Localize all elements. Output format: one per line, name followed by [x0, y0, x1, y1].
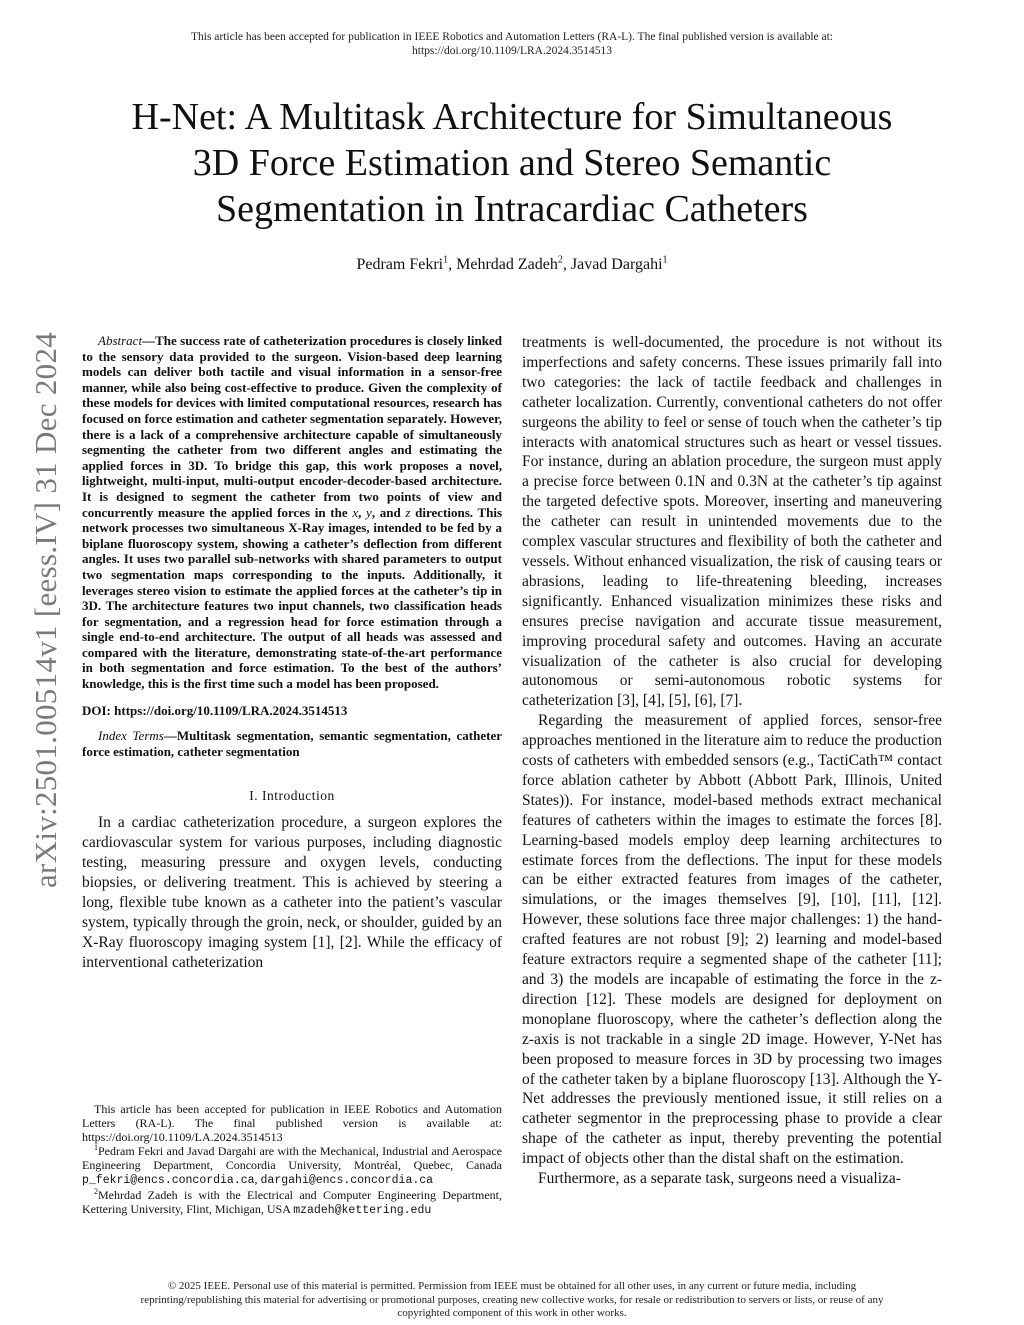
publication-notice — [120, 30, 904, 58]
index-terms-dash: — — [163, 728, 177, 744]
footnote-1-sep: , — [254, 1172, 261, 1186]
index-terms-label: Index Terms — [98, 728, 164, 744]
abstract-sep: , and — [371, 504, 406, 520]
author-name: Mehrdad Zadeh — [456, 256, 558, 273]
footnote-2 — [82, 1188, 502, 1218]
index-terms — [82, 728, 502, 759]
doi-link[interactable]: DOI: https://doi.org/10.1109/LRA.2024.3514513 — [82, 702, 348, 718]
author-separator: , — [562, 256, 571, 273]
footnote-1 — [82, 1144, 502, 1188]
force-measurement-paragraph: Regarding the measurement of applied forces, sensor-free approaches mentioned in the literature aim to reduce the production costs of catheters with embedded sensors (e.g., TactiCath™ contact force ablation catheter by Abbott (Abbott Park, Illinois, United States)). For instance, model-based methods extract mechanical features of catheters within the images to estimate the forces [8]. Learning-based models employ deep learning architectures to estimate forces from the deflections. The input for these models can be either extracted features from images of the catheter, simulations, or the images themselves [9], [10], [11], [12]. However, these solutions face three major challenges: 1) the hand-crafted features are not robust [9]; 2) learning and model-based feature extractors require a segmented shape of the catheter [11]; and 3) the models are incapable of estimating the force in the z-direction [12]. These models are designed for deployment on monoplane fluoroscopy, where the catheter’s deflection along the z-axis is not trackable in a single 2D image. However, Y-Net has been proposed to measure forces in 3D by processing two images of the catheter taken by a biplane fluoroscopy [13]. Although the Y-Net addresses the previously mentioned issue, it still relies on a catheter segmentor in the preprocessing phase to provide a clear shape of the catheter as input, thereby preventing the potential impact of objects other than the distal shaft on the estimation. — [522, 712, 942, 1168]
publication-notice-line1: This article has been accepted for publication in IEEE Robotics and Automation Letters (RA-L). The final published version is available at: — [190, 31, 833, 43]
email-link[interactable]: p_fekri@encs.concordia.ca — [82, 1174, 255, 1187]
copyright-line-2: reprinting/republishing this material for advertising or promotional purposes, creating new collective works, for resale or redistribution to servers or lists, or reuse of any — [140, 1293, 884, 1306]
email-link[interactable]: dargahi@encs.concordia.ca — [260, 1174, 434, 1187]
footnote-1-mark: 1 — [94, 1143, 98, 1152]
section-heading-introduction: I. Introduction — [249, 788, 335, 804]
email-link[interactable]: mzadeh@kettering.edu — [293, 1204, 432, 1217]
math-var-x: x — [352, 504, 359, 520]
footnote-2-mark: 2 — [94, 1187, 98, 1196]
abstract-sep: , — [358, 504, 367, 520]
author-separator: , — [448, 256, 457, 273]
copyright-line-1: © 2025 IEEE. Personal use of this material is permitted. Permission from IEEE must be obtained for all other uses, in any current or future media, including — [167, 1280, 857, 1292]
visualization-paragraph: Furthermore, as a separate task, surgeons need a visualiza- — [538, 1170, 901, 1188]
author-name: Pedram Fekri — [356, 256, 444, 273]
index-terms-text: Multitask segmentation, semantic segmentation, catheter force estimation, catheter segmentation — [82, 728, 502, 759]
footnote-2-text: Mehrdad Zadeh is with the Electrical and Computer Engineering Department, Kettering University, Flint, Michigan, USA — [82, 1188, 502, 1216]
footnotes — [82, 1102, 502, 1218]
footnote-1-text: Pedram Fekri and Javad Dargahi are with the Mechanical, Industrial and Aerospace Engineering Department, Concordia University, Montréal, Quebec, Canada — [82, 1144, 502, 1172]
abstract-text: The success rate of catheterization procedures is closely linked to the sensory data provided to the surgeon. Vision-based deep learning models can deliver both tactile and visual information in a sensor-free manner, while also being cost-effective to produce. Given the complexity of these models for devices with limited computational resources, research has focused on force estimation and catheter segmentation separately. However, there is a lack of a comprehensive architecture capable of simultaneously segmenting the catheter from two different angles and estimating the applied forces in 3D. To bridge this gap, this work proposes a novel, lightweight, multi-input, multi-output encoder-decoder-based architecture. It is designed to segment the catheter from two points of view and concurrently measure the applied forces in the — [82, 333, 502, 520]
author-name: Javad Dargahi — [570, 256, 663, 273]
math-var-y: y — [366, 504, 372, 520]
left-column — [82, 333, 502, 973]
title-line-1: H-Net: A Multitask Architecture for Simultaneous — [131, 96, 893, 138]
abstract-dash: — — [142, 333, 156, 348]
author-list — [120, 255, 904, 275]
abstract-text-cont: directions. This network processes two simultaneous X-Ray images, intended to be fed by a biplane fluoroscopy system, showing a catheter’s deflection from different angles. It uses two parallel sub-networks with shared parameters to output two segmentation maps corresponding to the inputs. Additionally, it leverages stereo vision to estimate the applied forces at the catheter’s tip in 3D. The architecture features two input channels, two classification heads for segmentation, and a regression head for force estimation through a single end-to-end architecture. The output of all heads was assessed and compared with the literature, demonstrating state-of-the-art performance in both segmentation and force estimation. To the best of the authors’ knowledge, this is the first time such a model has been proposed. — [82, 504, 503, 692]
right-column — [522, 333, 942, 1189]
title-line-3: Segmentation in Intracardiac Catheters — [216, 188, 808, 230]
author-affiliation-mark: 1 — [662, 254, 668, 266]
abstract — [82, 333, 502, 692]
author-affiliation-mark: 2 — [557, 254, 563, 266]
abstract-label: Abstract — [98, 333, 143, 348]
title-line-2: 3D Force Estimation and Stereo Semantic — [192, 142, 832, 184]
intro-paragraph: In a cardiac catheterization procedure, a surgeon explores the cardiovascular system for various purposes, including diagnostic testing, measuring pressure and oxygen levels, conducting biopsies, or delivering treatment. This is achieved by steering a long, flexible tube known as a catheter into the patient’s vascular system, typically through the groin, neck, or shoulder, guided by an X-Ray fluoroscopy imaging system [1], [2]. While the efficacy of interventional catheterization — [82, 814, 502, 971]
paper-title — [70, 94, 954, 232]
footnote-acceptance: This article has been accepted for publication in IEEE Robotics and Automation Letters (RA-L). The final published version is available at: https://doi.org/10.1109/LA.2024.3514513 — [82, 1102, 502, 1144]
intro-paragraph-continued: treatments is well-documented, the procedure is not without its imperfections and safety concerns. These issues primarily fall into two categories: the lack of tactile feedback and challenges in catheter localization. Currently, conventional catheters do not offer surgeons the ability to feel or sense of touch when the catheter’s tip interacts with anatomical structures such as heart or vessel tissues. For instance, during an ablation procedure, the surgeon must apply a precise force between 0.1N and 0.3N at the catheter’s tip against the targeted defective spots. Moreover, inserting and maneuvering the catheter can result in unintended movements due to the complex vascular structures and flexibility of both the catheter and vessels. Without enhanced visualization, the risk of causing tears or abrasions, leading to life-threatening bleeding, increases significantly. Enhanced visualization minimizes these risks and ensures precise navigation and accurate tissue measurement, improving procedural safety and outcomes. Having an accurate visualization of the catheter is also crucial for developing autonomous or semi-autonomous robotic systems for catheterization [3], [4], [5], [6], [7]. — [522, 334, 942, 710]
publication-notice-doi: https://doi.org/10.1109/LRA.2024.3514513 — [412, 45, 612, 57]
arxiv-identifier: arXiv:2501.00514v1 [eess.IV] 31 Dec 2024 — [28, 331, 63, 889]
author-affiliation-mark: 1 — [443, 254, 449, 266]
copyright-line-3: copyrighted component of this work in other works. — [397, 1307, 627, 1319]
math-var-z: z — [405, 504, 411, 520]
copyright-notice — [100, 1280, 924, 1321]
